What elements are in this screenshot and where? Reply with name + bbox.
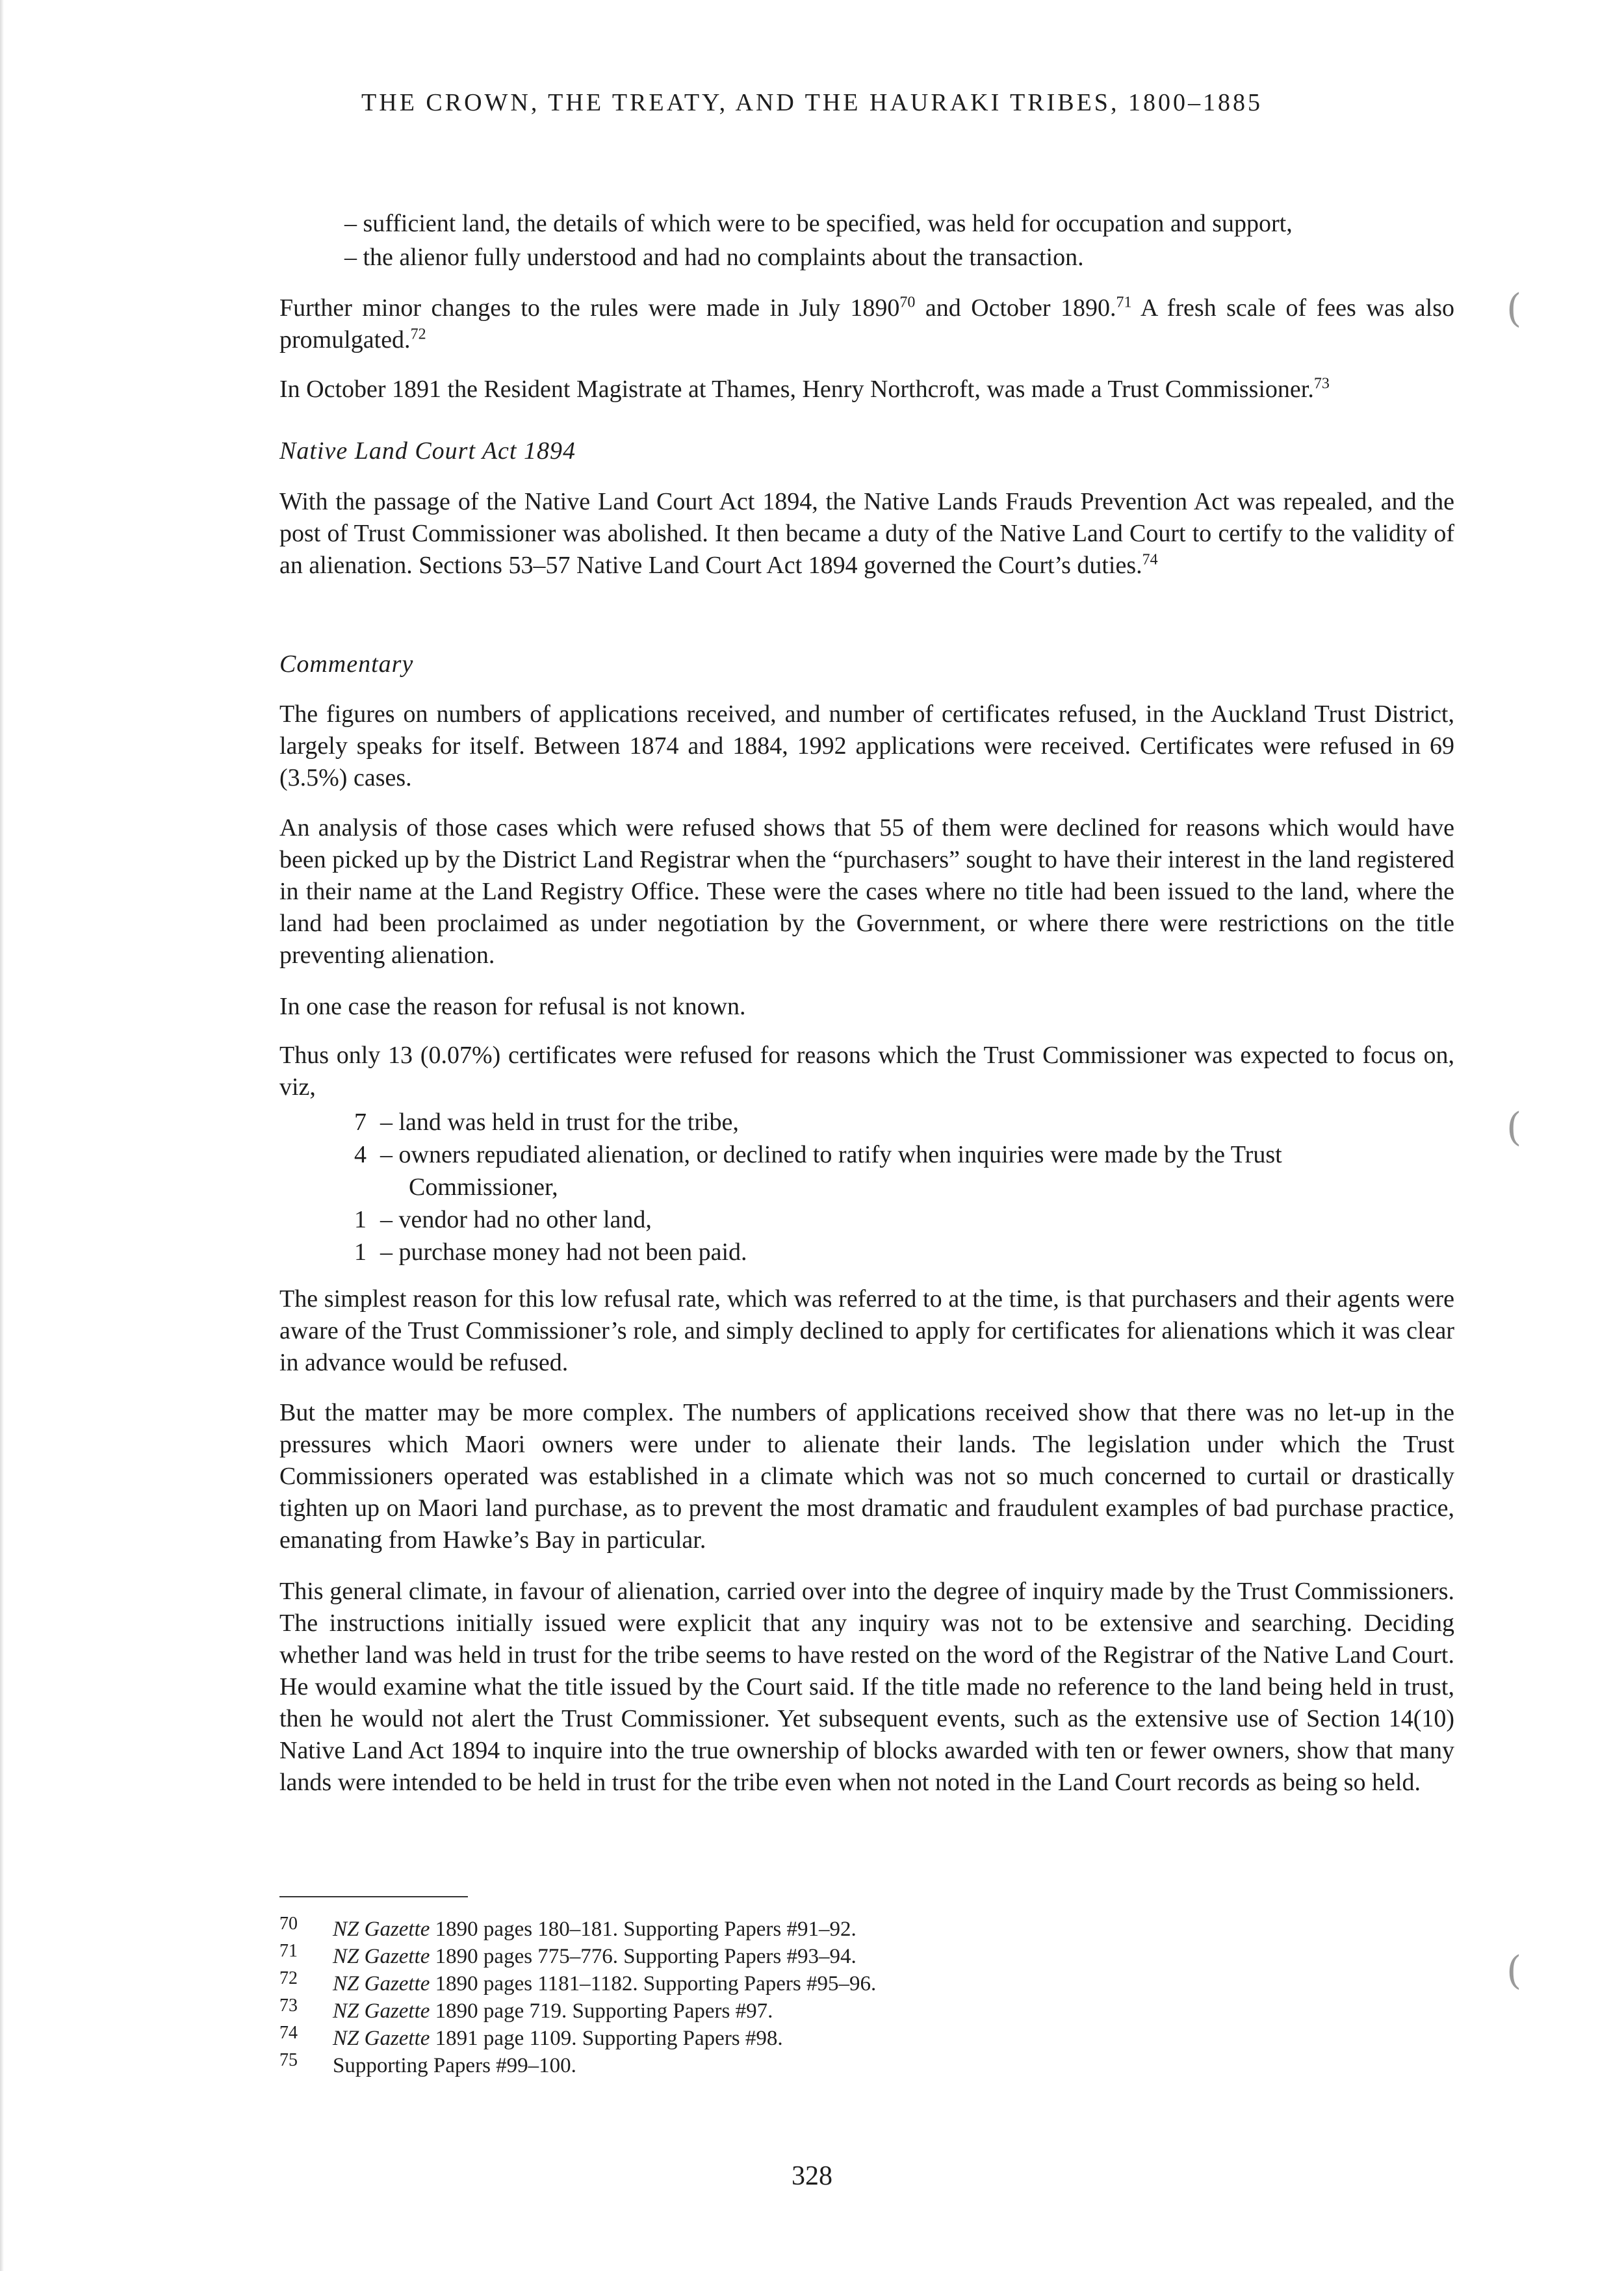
footnote-ref[interactable]: 73 <box>1313 375 1330 392</box>
footnote-number: 70 <box>279 1914 298 1934</box>
paragraph-more-complex: But the matter may be more complex. The numbers of applications received show that there was no let-up in the pressures which Maori owners were under to alienate their lands. The legislation under which the Trust Commissioners operated was established in a climate which was not so much concerned to curtail or drastically tighten up on Maori land purchase, as to prevent the most dramatic and fraudulent examples of bad purchase practice, emanating from Hawke’s Bay in particular. <box>279 1399 1454 1554</box>
paragraph-text: A fresh scale of fees was also promulgated. <box>279 294 1454 353</box>
running-header: THE CROWN, THE TREATY, AND THE HAURAKI TRIBES, 1800–1885 <box>361 89 1263 116</box>
footnotes <box>279 1916 1254 2079</box>
footnote <box>279 1997 1254 2025</box>
footnote <box>279 2025 1254 2052</box>
footnote-number: 72 <box>279 1968 298 1988</box>
footnote-text: 1890 pages 180–181. Supporting Papers #91–92. <box>430 1918 857 1941</box>
footnote-separator <box>279 1896 468 1897</box>
footnote-text: Supporting Papers #99–100. <box>333 2054 576 2077</box>
footnote-text: 1890 page 719. Supporting Papers #97. <box>430 1999 773 2023</box>
paragraph-text: With the passage of the Native Land Court Act 1894, the Native Lands Frauds Prevention Act was repealed, and the post of Trust Commissioner was abolished. It then became a duty of the Native Land Court to certify to the validity of an alienation. Sections 53–57 Native Land Court Act 1894 governed the Court’s duties. <box>279 488 1454 579</box>
paragraph-analysis: An analysis of those cases which were refused shows that 55 of them were declined for reasons which would have been picked up by the District Land Registrar when the “purchasers” sought to have their interest in the land registered in their name at the Land Registry Office. These were the cases where no title had been issued to the land, where the land had been proclaimed as under negotiation by the Government, or where there were restrictions on the title preventing alienation. <box>279 814 1454 969</box>
footnote-source: NZ Gazette <box>333 1945 430 1968</box>
footnote-ref[interactable]: 70 <box>899 294 916 311</box>
reason-count: 1 <box>354 1238 367 1266</box>
footnote-ref[interactable]: 71 <box>1116 294 1132 311</box>
condition-list <box>344 207 1449 274</box>
section-heading-commentary: Commentary <box>279 650 414 678</box>
list-item <box>354 1203 1454 1236</box>
list-item <box>354 1236 1454 1268</box>
footnote-number: 75 <box>279 2050 298 2070</box>
reason-count: 4 <box>354 1141 367 1168</box>
list-item <box>354 1138 1454 1171</box>
reason-count: 7 <box>354 1109 367 1136</box>
scan-edge-shadow <box>0 0 4 2271</box>
footnote-number: 73 <box>279 1995 298 2016</box>
paragraph-northcroft <box>279 374 1454 405</box>
section-heading-native-land-court-act: Native Land Court Act 1894 <box>279 437 576 465</box>
reason-text-continued: Commissioner, <box>409 1174 558 1201</box>
reason-count: 1 <box>354 1206 367 1233</box>
footnote-source: NZ Gazette <box>333 1999 430 2023</box>
paragraph-simplest-reason: The simplest reason for this low refusal rate, which was referred to at the time, is that purchasers and their agents were aware of the Trust Commissioner’s role, and simply declined to apply for certificates for alienations which it was clear in advance would be refused. <box>279 1285 1454 1376</box>
paragraph-thus: Thus only 13 (0.07%) certificates were refused for reasons which the Trust Commissioner was expected to focus on, viz, <box>279 1042 1454 1101</box>
footnote-text: 1890 pages 1181–1182. Supporting Papers #95–96. <box>430 1972 877 1995</box>
margin-binding-mark: ( <box>1506 1948 1522 1994</box>
footnote-source: NZ Gazette <box>333 2027 430 2050</box>
margin-binding-mark: ( <box>1506 286 1522 331</box>
paragraph-act-1894 <box>279 486 1454 582</box>
footnote <box>279 1916 1254 1943</box>
paragraph-figures: The figures on numbers of applications received, and number of certificates refused, in the Auckland Trust District, largely speaks for itself. Between 1874 and 1884, 1992 applications were received. Certificates were refused in 69 (3.5%) cases. <box>279 700 1454 791</box>
reason-text: – purchase money had not been paid. <box>380 1238 747 1266</box>
footnote <box>279 1943 1254 1970</box>
footnote-source: NZ Gazette <box>333 1972 430 1995</box>
page-number: 328 <box>792 2161 832 2191</box>
footnote <box>279 1970 1254 1997</box>
paragraph-text: and October 1890. <box>915 294 1116 322</box>
reason-text: – owners repudiated alienation, or declined to ratify when inquiries were made by the Trust <box>380 1141 1282 1168</box>
paragraph-general-climate: This general climate, in favour of alienation, carried over into the degree of inquiry made by the Trust Commissioners. The instructions initially issued were explicit that any inquiry was not to be extensive and searching. Deciding whether land was held in trust for the tribe seems to have rested on the word of the Registrar of the Native Land Court. He would examine what the title issued by the Court said. If the title made no reference to the land being held in trust, then he would not alert the Trust Commissioner. Yet subsequent events, such as the extensive use of Section 14(10) Native Land Act 1894 to inquire into the true ownership of blocks awarded with ten or fewer owners, show that many lands were intended to be held in trust for the tribe even when not noted in the Land Court records as being so held. <box>279 1578 1454 1796</box>
footnote-ref[interactable]: 74 <box>1142 551 1158 569</box>
condition-item: – the alienor fully understood and had no complaints about the transaction. <box>344 244 1084 271</box>
condition-item: – sufficient land, the details of which were to be specified, was held for occupation and support, <box>344 210 1293 237</box>
footnote-source: NZ Gazette <box>333 1918 430 1941</box>
footnote-number: 71 <box>279 1941 298 1961</box>
refusal-reasons-list <box>354 1106 1454 1268</box>
paragraph-text: In October 1891 the Resident Magistrate at Thames, Henry Northcroft, was made a Trust Commissioner. <box>279 376 1314 403</box>
list-item <box>354 1106 1454 1138</box>
footnote-text: 1891 page 1109. Supporting Papers #98. <box>430 2027 783 2050</box>
paragraph-text: Further minor changes to the rules were made in July 1890 <box>279 294 900 322</box>
reason-text: – vendor had no other land, <box>380 1206 652 1233</box>
list-item-continuation <box>354 1171 1454 1203</box>
footnote-number: 74 <box>279 2023 298 2043</box>
footnote <box>279 2052 1254 2079</box>
footnote-text: 1890 pages 775–776. Supporting Papers #93–94. <box>430 1945 857 1968</box>
reason-text: – land was held in trust for the tribe, <box>380 1109 739 1136</box>
margin-binding-mark: ( <box>1506 1105 1522 1150</box>
footnote-ref[interactable]: 72 <box>410 326 426 343</box>
paragraph-one-case: In one case the reason for refusal is not known. <box>279 993 746 1020</box>
paragraph-rule-changes <box>279 292 1454 356</box>
